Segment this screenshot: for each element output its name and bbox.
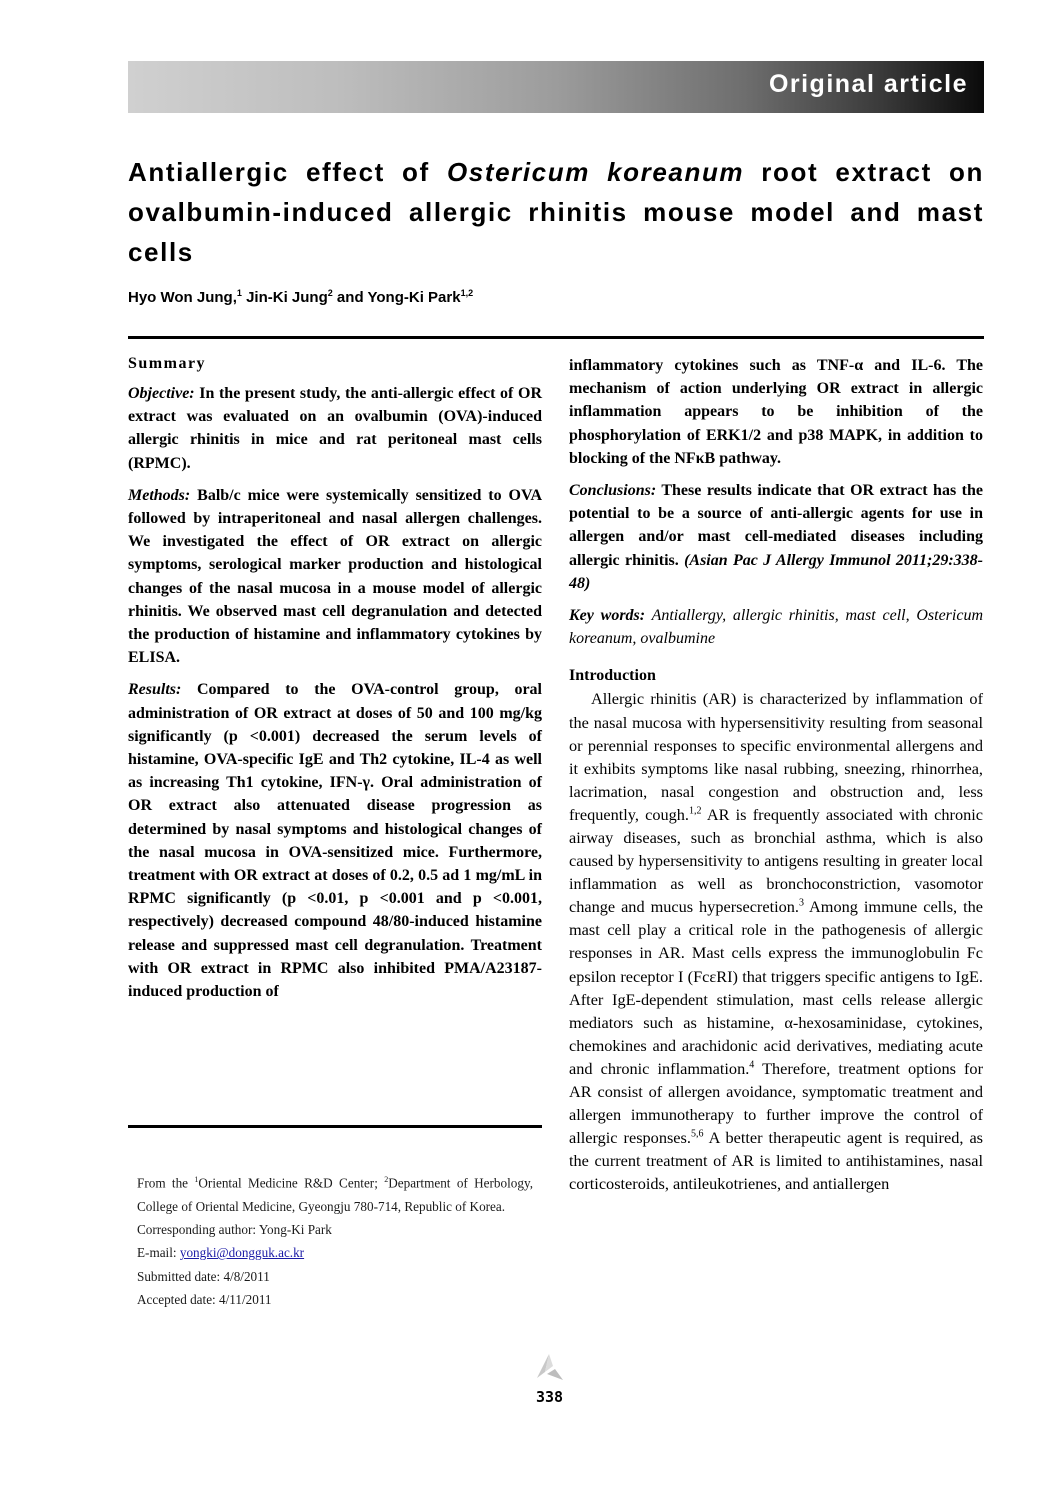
footnote-divider bbox=[128, 1125, 542, 1128]
author-list bbox=[128, 288, 473, 306]
title-text: Antiallergic effect of bbox=[128, 157, 447, 187]
corresponding-author: Corresponding author: Yong-Ki Park bbox=[137, 1221, 332, 1237]
submitted-date: Submitted date: 4/8/2011 bbox=[137, 1268, 270, 1284]
summary-column-right bbox=[569, 354, 983, 1196]
author-affiliation: 1,2 bbox=[460, 288, 474, 298]
methods-text: Balb/c mice were systemically sensitized to OVA followed by intraperitoneal and nasal allergen challenges. We investigated the effect of OR extract on allergic symptoms, serological marker production and histological changes of the nasal mucosa in a mouse model of allergic rhinitis. We observed mast cell degranulation and detected the production of histamine and inflammatory cytokines by ELISA. bbox=[128, 486, 542, 667]
title-species: Ostericum koreanum bbox=[446, 157, 745, 187]
page-number: 338 bbox=[536, 1388, 564, 1406]
footnote-block bbox=[137, 1168, 533, 1311]
reference-marker: 5,6 bbox=[690, 1128, 704, 1140]
conclusions-text: These results indicate that OR extract has the potential to be a source of anti-allergic agents for use in allergen and/or mast cell-mediated diseases including allergic rhinitis. bbox=[569, 482, 983, 569]
article-type-banner bbox=[128, 61, 984, 113]
keywords-label: Key words: bbox=[569, 607, 646, 625]
keywords-paragraph bbox=[569, 604, 983, 650]
introduction-heading: Introduction bbox=[569, 667, 656, 685]
journal-logo-icon bbox=[533, 1352, 565, 1382]
intro-text: Among immune cells, the mast cell play a critical role in the pathogenesis of allergic responses in AR. Mast cells express the immunoglobulin Fc epsilon receptor I (FcεRI) that triggers specific antigens to IgE. After IgE-dependent stimulation, mast cells release allergic mediators such as histamine, α-hexosaminidase, cytokines, chemokines and arachidonic acid derivatives, mediating acute and chronic inflammation. bbox=[569, 897, 983, 1078]
email-line bbox=[137, 1241, 533, 1264]
conclusions-label: Conclusions: bbox=[569, 482, 657, 500]
intro-text: A better therapeutic agent is required, as the current treatment of AR is limited to antihistamines, nasal corticosteroids, antileukotrienes, and antiallergen bbox=[569, 1128, 984, 1194]
title-text-rest: root extract on ovalbumin-induced allergic rhinitis mouse model and mast cells bbox=[128, 157, 984, 267]
citation: (Asian Pac J Allergy Immunol 2011;29:338-48) bbox=[569, 551, 983, 592]
affiliation-text: Oriental Medicine R&D Center; bbox=[198, 1175, 385, 1191]
intro-text: Therefore, treatment options for AR consist of allergen avoidance, symptomatic treatment and allergen immunotherapy to further improve the control of allergic responses. bbox=[569, 1058, 983, 1148]
introduction-paragraph bbox=[569, 687, 983, 1195]
author-affiliation: 2 bbox=[327, 288, 333, 298]
results-label: Results: bbox=[128, 681, 182, 699]
intro-text: Allergic rhinitis (AR) is characterized by inflammation of the nasal mucosa with hypersensitivity resulting from seasonal or perennial responses to specific environmental allergens and it exhibits symptoms like nasal rubbing, sneezing, rhinorrhea, lacrimation, nasal congestion and obstruction and, less frequently, cough. bbox=[569, 689, 983, 824]
objective-paragraph bbox=[128, 382, 542, 475]
article-type-label: Original article bbox=[768, 70, 968, 98]
keywords-text: Antiallergy, allergic rhinitis, mast cell, Ostericum koreanum, ovalbumine bbox=[569, 607, 983, 648]
affiliation-marker: 1 bbox=[194, 1175, 199, 1184]
author-affiliation: 1 bbox=[236, 288, 242, 298]
email-label: E-mail: bbox=[137, 1245, 180, 1261]
header-divider bbox=[128, 336, 984, 339]
reference-marker: 4 bbox=[749, 1059, 755, 1071]
results-text: Compared to the OVA-control group, oral administration of OR extract at doses of 50 and 100 mg/kg significantly (p <0.001) decreased the serum levels of histamine, OVA-specific IgE and Th2 cytokine, IL-4 as well as increasing Th1 cytokine, IFN-γ. Oral administration of OR extract also attenuated disease progression as determined by nasal symptoms and histological changes of the nasal mucosa in OVA-sensitized mice. Furthermore, treatment with OR extract at doses of 0.2, 0.5 ad 1 mg/mL in RPMC significantly (p <0.01, p <0.001 and p <0.001, respectively) decreased compound 48/80-induced histamine release and suppressed mast cell degranulation. Treatment with OR extract in RPMC also inhibited PMA/A23187-induced production of bbox=[128, 681, 542, 1001]
methods-paragraph bbox=[128, 484, 542, 670]
methods-label: Methods: bbox=[128, 486, 191, 504]
summary-heading: Summary bbox=[128, 355, 207, 372]
author: Jin-Ki Jung bbox=[241, 289, 328, 306]
summary-column-left bbox=[128, 352, 542, 1012]
reference-marker: 3 bbox=[798, 897, 804, 909]
affiliation-marker: 2 bbox=[384, 1175, 389, 1184]
email-link[interactable]: yongki@dongguk.ac.kr bbox=[179, 1245, 305, 1261]
article-title bbox=[128, 152, 984, 272]
affiliation-text: Department of Herbology, College of Oriental Medicine, Gyeongju 780-714, Republic of Korea. bbox=[137, 1175, 533, 1214]
results-continued-paragraph: inflammatory cytokines such as TNF-α and IL-6. The mechanism of action underlying OR extract in allergic inflammation appears to be inhibition of the phosphorylation of ERK1/2 and p38 MAPK, in addition to blocking of the NFκB pathway. bbox=[569, 357, 983, 467]
intro-text: AR is frequently associated with chronic airway diseases, such as bronchial asthma, which is also caused by hypersensitivity to antigens resulting in greater local inflammation as well as bronchoconstriction, vasomotor change and mucus hypersecretion. bbox=[569, 804, 983, 917]
reference-marker: 1,2 bbox=[689, 805, 702, 817]
conclusions-paragraph bbox=[569, 479, 983, 595]
objective-text: In the present study, the anti-allergic effect of OR extract was evaluated on an ovalbumin (OVA)-induced allergic rhinitis in mice and rat peritoneal mast cells (RPMC). bbox=[128, 385, 542, 472]
affiliation bbox=[137, 1168, 533, 1218]
author: Hyo Won Jung, bbox=[128, 289, 237, 306]
affiliation-text: From the bbox=[137, 1175, 195, 1191]
accepted-date: Accepted date: 4/11/2011 bbox=[137, 1291, 272, 1307]
results-paragraph bbox=[128, 678, 542, 1003]
objective-label: Objective: bbox=[128, 385, 195, 402]
author: and Yong-Ki Park bbox=[332, 289, 461, 306]
